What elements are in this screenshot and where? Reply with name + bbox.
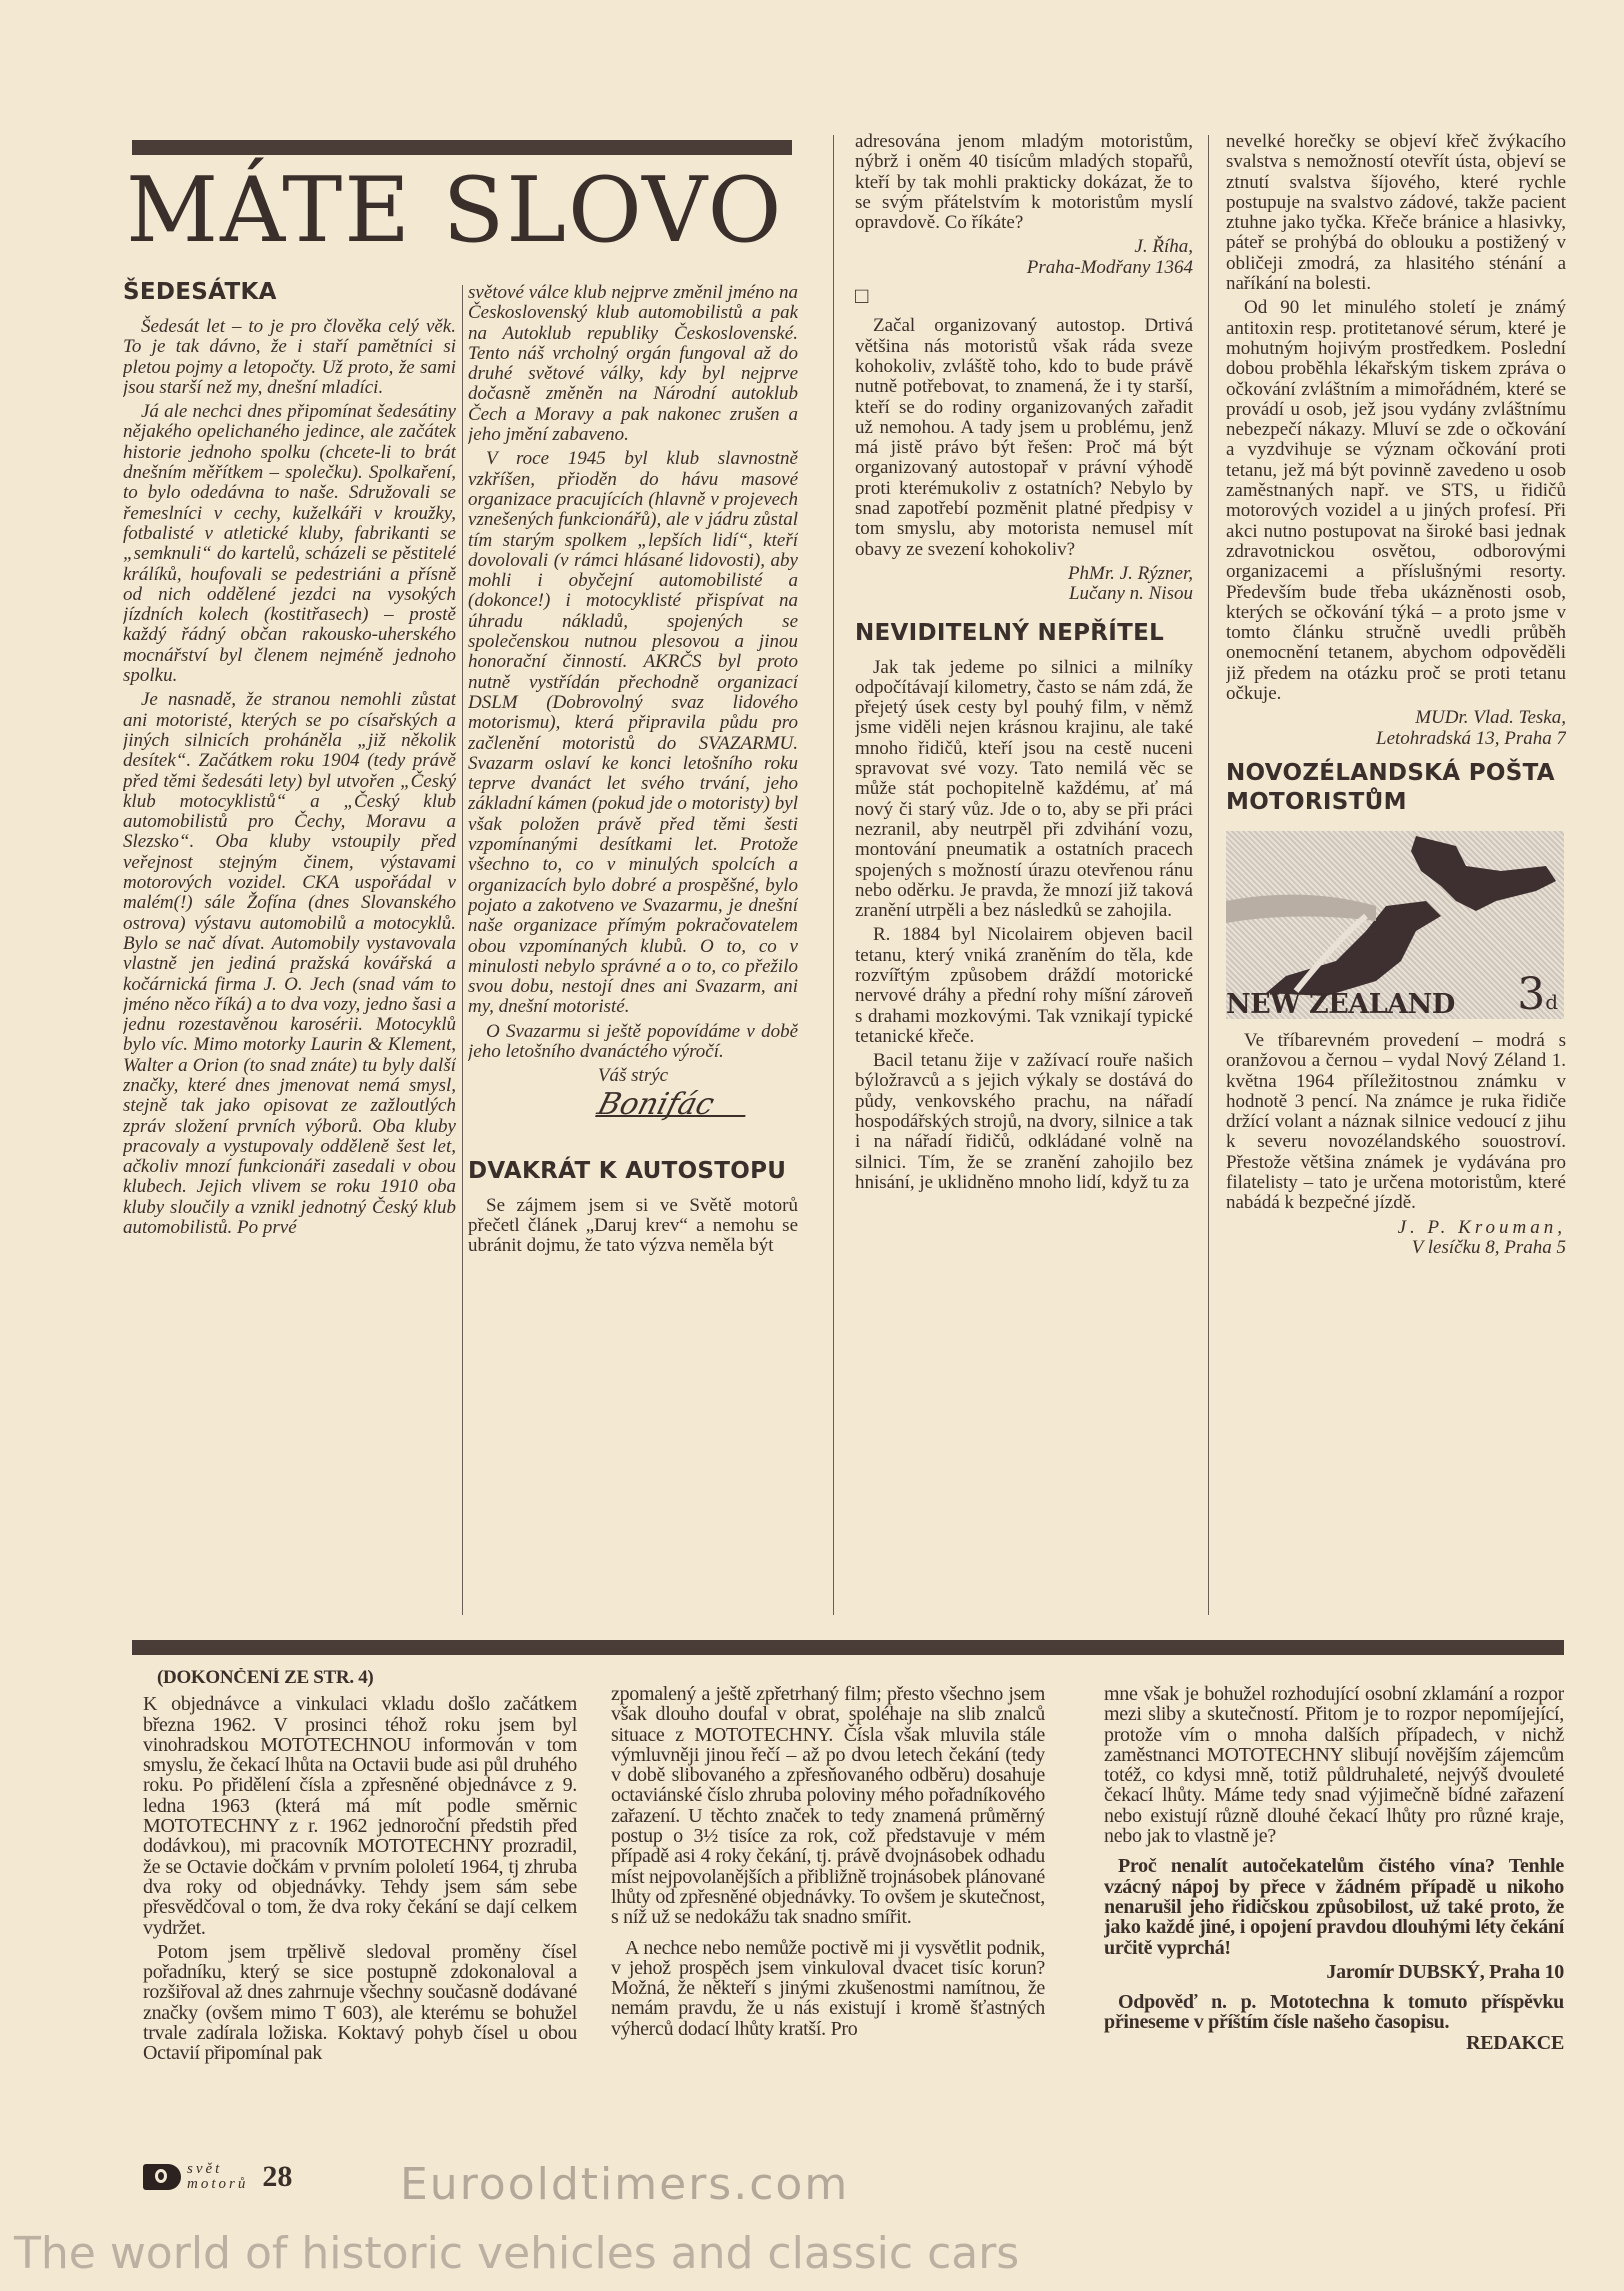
paragraph: Potom jsem trpělivě sledoval proměny čísel pořadníku, který se sice postupně zdokonaloval a rozšiřoval až dnes zahrnuje všechny současně dodávané značky (ovšem mimo T 603), ale kterému se bohužel trvale zadírala ložiska. Koktavý pohyb čísel u obou Octavií připomínal pak — [143, 1940, 577, 2065]
column-divider — [1208, 135, 1209, 1615]
top-rule — [132, 140, 792, 155]
article-heading: NOVOZÉLANDSKÁ POŠTA MOTORISTŮM — [1226, 759, 1555, 815]
continuation-col2 — [611, 1684, 1045, 2148]
article-column-3 — [855, 132, 1193, 1617]
paragraph: Od 90 let minulého století je známý antitoxin resp. protitetanové sérum, které je mohutným hojivým prostředkem. Poslední dobou proběhla lékařským tiskem zpráva o očkování zvláštním a mimořádném, které se provádí u osob, jež jsou vydány zvláštnímu nebezpečí nákazy. Mluví se zde o očkování a vyzdvihuje se význam očkování proti tetanu, jež má být povinně zavedeno u osob zaměstnaných např. ve STS, u řidičů motorových vozidel a u jiných profesí. Při akci nutno postupovat na široké basi jednak zdravotnickou osvětou, odborovými organizacemi a příslušnými resorty. Především bude třeba ukázněnosti osob, kterých se očkování týká – a proto jsme v tomto článku stručně uvedli průběh onemocnění tetanem, abychom odpověděli již předem na otázku proč se proti tetanu očkuje. — [1226, 297, 1566, 705]
signature: Jaromír DUBSKÝ, Praha 10 — [1326, 1960, 1564, 1983]
continuation-col3 — [1104, 1684, 1564, 2174]
article-heading: NEVIDITELNÝ NEPŘÍTEL — [855, 619, 1165, 646]
paragraph: nevelké horečky se objeví křeč žvýkacího svalstva s nemožností otevřít ústa, objeví se ztnutí svalstva šíjového, které rychle postupuje na svalstvo zádové, takže pacient ztuhne jako tyčka. Křeče bránice a hlasivky, páteř se prohýbá do oblouku a postižený v obličeji zmodrá, za hlasitého sténání a naříkání na bolesti. — [1226, 132, 1566, 295]
paragraph: mne však je bohužel rozhodující osobní zklamání a rozpor mezi sliby a skutečností. Přitom je to rozpor nepomíjející, protože vím o mnoha dalších případech, v nichž zaměstnanci MOTOTECHNY slibují novějším zájemcům totéž, co kdysi mně, totiž půldruhaleté, nejvýš dvouleté čekací lhůty. Máme tedy snad výjimečně bídné zařazení nebo existují různě dlouhé čekací lhůty pro různé kraje, nebo jak to vlastně je? — [1104, 1684, 1564, 1848]
page-number: 28 — [262, 2160, 293, 2193]
paragraph: Se zájmem jsem si ve Světě motorů přečetl článek „Daruj krev“ a nemohu se ubránit dojmu, že tato výzva neměla být — [468, 1194, 798, 1257]
article-heading: DVAKRÁT K AUTOSTOPU — [468, 1157, 787, 1184]
editor-note: Odpověď n. p. Mototechna k tomuto příspěvku přineseme v příštím čísle našeho časopisu. — [1104, 1991, 1564, 2034]
signature-image: Bonifác — [595, 1095, 751, 1117]
signature — [1226, 1218, 1566, 1259]
magazine-name: svět motorů — [187, 2161, 249, 2192]
watermark-site: Eurooldtimers.com — [400, 2159, 850, 2210]
paragraph: Šedesát let – to je pro člověka celý věk. To je tak dávno, že i staří pamětníci si pletou pojmy a letopočty. Už proto, že sami jsou starší než my, dnešní mladíci. — [123, 316, 456, 398]
signature-name: J. Říha, — [1134, 236, 1193, 258]
signature-place: Lučany n. Nisou — [1068, 583, 1193, 605]
paragraph: Já ale nechci dnes připomínat šedesátiny nějakého opelichaného jedince, ale začátek historie jednoho spolku (chcete-li to brát dnešním měřítkem – společku). Spolkaření, to bylo odedávna to naše. Sdružovali se řemeslníci v cechy, kuželkáři v kroužky, fotbalisté v atletické kluby, fabrikanti se „semknuli“ do kartelů, scházeli se pěstitelé králíků, houfovali se pedestriáni a přísně od nich oddělené jezdci na vysokých jízdních kolech (kostitřasech) – prostě každý řádný občan rakousko-uherského mocnářství byl členem nejméně jednoho spolku. — [123, 401, 456, 687]
paragraph: Jak tak jedeme po silnici a milníky odpočítávají kilometry, často se nám zdá, že přejetý úsek cesty byl pouhý film, v němž jsme viděli nejen krásnou krajinu, ale také mnoho řidičů, kteří jsou na cestě nuceni spravovat své vozy. Tato nemilá věc se může stát pochopitelně každému, ať má nový či starý vůz. Jde o to, aby se při práci nezranil, aby neutrpěl při zdvihání vozu, montování pneumatik a ostatních pracech spojených s možností úrazu otevřenou ránu nebo oděrku. Je pravda, že mnozí již taková zranění utrpěli a bez následků se zahojila. — [855, 656, 1193, 922]
page-title: MÁTE SLOVO — [126, 158, 784, 263]
paragraph: O Svazarmu si ještě popovídáme v době jeho letošního dvanáctého výročí. — [468, 1020, 798, 1062]
signature-place: V lesíčku 8, Praha 5 — [1411, 1236, 1566, 1258]
paragraph: A nechce nebo nemůže poctivě mi ji vysvětlit podnik, v jehož prospěch jsem vinkuloval dvacet tisíc korun? Možná, že někteří s jinými zkušenostmi namítnou, že nemám pravdu, že u nás existují i kromě šťastných výherců dodací lhůty kratší. Pro — [611, 1936, 1045, 2040]
signature-place: Praha-Modřany 1364 — [1026, 256, 1193, 278]
signature-name: PhMr. J. Rýzner, — [1067, 562, 1193, 584]
article-column-4 — [1226, 132, 1566, 1617]
signature-place: Letohradská 13, Praha 7 — [1376, 727, 1566, 749]
stamp-value: 3d — [1517, 968, 1558, 1019]
svet-motoru-logo-icon — [143, 2164, 181, 2190]
paragraph: V roce 1945 byl klub slavnostně vzkříšen, přioděn do hávu masové organizace pracujících (hlavně v projevech vznešených funkcionářů), ale v jádru zůstal tím starým spolkem „lepších lidí“, kteří dovolovali (v rámci hlásané lidovosti), aby mohli i obyčejní automobilisté a (dokonce!) i motocyklisté přispívat na úhradu nákladů, spojených se společenskou nutnou plesovou a jinou honorační činností. AKRČS byl proto nutně vystřídán přechodně organizací DSLM (Dobrovolný svaz lidového motorismu), která připravila půdu pro začlenění motoristů do SVAZARMU. Svazarm oslaví ke konci letošního roku teprve dvanáct let svého trvání, jeho základní kámen (pokud jde o motoristy) byl však položen právě před těmi šesti vzpomínanými desítkami let. Protože všechno to, co v minulých spolcích a organizacích bylo dobré a prospěšné, bylo pojato a zakotveno ve Svazarmu, je dnešní naše organizace přímým pokračovatelem obou vzpomínaných klubů. O to, co v minulosti nebylo správné a o to, co přežilo svou dobu, nestojí dnes ani Svazarm, ani my, dnešní motoristé. — [468, 448, 798, 1018]
signature — [855, 237, 1193, 278]
column-divider — [462, 285, 463, 1615]
paragraph: Je nasnadě, že stranou nemohli zůstat ani motoristé, kterých se po císařských a jiných silnicích proháněla „již několik desítek“. Začátkem roku 1904 (tedy právě před těmi šedesáti lety) byl utvořen „Český klub motocyklistů“ a „Český klub automobilistů pro Čechy, Moravu a Slezsko“. Oba kluby vstoupily před veřejnost stejným činem, výstavami motorových vozidel. CKA uspořádal v malém(!) sále Žofína (dnes Slovanského ostrova) výstavu automobilů a motocyklů. Bylo se nač dívat. Automobily vystavovala vlastně jen jediná pražská kovářská a kočárnická firma J. O. Jech (snad vám to jméno něco říká) a to dva vozy, jedno šasi a jednu rozestavěnou karosérii. Motocyklů bylo víc. Mimo motorky Laurin & Klement, Walter a Orion (to snad znáte) tu byly další značky, které dnes jmenovat nemá smysl, stejně tak jako opisovat ze zažloutlých zpráv složení prvních výborů. Oba kluby pracovaly a vystupovaly odděleně šest let, ačkoliv mnozí funkcionáři zasedali v obou klubech. Jejich vlivem se roku 1910 oba kluby sloučily a vznikl jednotný Český klub automobilistů. Po prvé — [123, 689, 456, 1239]
editor-signature: REDAKCE — [1466, 2031, 1564, 2054]
paragraph: Ve tříbarevném provedení – modrá s oranžovou a černou – vydal Nový Zéland 1. května 1964 příležitostnou známku v hodnotě 3 pencí. Na známce je ruka řidiče držící volant a náznak silnice vedoucí z jihu k severu novozélandského souostroví. Přestože většina známek je vydávána pro filatelisty – tato je určena motoristům, které nabádá k bezpečné jízdě. — [1226, 1029, 1566, 1214]
paragraph: adresována jenom mladým motoristům, nýbrž i oněm 40 tisícům mladých stopařů, kteří by tak mohli prakticky dokázat, že to se svým přátelstvím k motoristům myslí opravdově. Co říkáte? — [855, 132, 1193, 234]
paragraph: Bacil tetanu žije v zažívací rouře našich býložravců a s jejich výkaly se dostává do půdy, venkovského prachu, na nářadí hospodářských strojů, na dvory, silnice a tak i na nářadí řidičů, odkládané volně na silnici. Tím, že se zranění zahojilo bez hnisání, je uklidněno mnoho lidí, když tu za — [855, 1050, 1193, 1193]
new-zealand-stamp-image — [1226, 831, 1564, 1019]
article-heading: ŠEDESÁTKA — [123, 279, 277, 305]
article-sedesatka-col1 — [123, 272, 456, 1617]
continuation-heading: (DOKONČENÍ ZE STR. 4) — [157, 1668, 374, 1688]
signature — [855, 564, 1193, 605]
paragraph: zpomalený a ještě zpřetrhaný film; přesto všechno jsem však dlouho doufal v obrat, spoléhaje na slib znalců situace z MOTOTECHNY. Čísla však mluvila stále výmluvněji jinou řečí – až po dvou letech čekání (tedy v době slibovaného a zpřesňovaného odběru) dosahuje octaviánské číslo zhruba poloviny mého pořadníkového zařazení. U těchto značek to tedy znamená průměrný postup o 3½ tisíce za rok, což představuje v mém případě asi 4 roky čekání, tj. právě dvojnásobek odhadu míst nejpovolanějších a přibližně trojnásobek plánované lhůty od zpřesněné objednávky. To ovšem je skutečnost, s níž už se nedokážu tak snadno smířit. — [611, 1684, 1045, 1929]
footer-logo — [143, 2160, 292, 2194]
paragraph: Začal organizovaný autostop. Drtivá většina nás motoristů však ráda sveze kohokoliv, zvláště toho, kdo to bude právě nutně potřebovat, to znamená, že i ty starší, kteří se do rodiny organizovaných zařadit už nemohou. A tady jsem u problému, jenž má jistě právo být řešen: Proč má být organizovaný autostopař v právní výhodě proti kterémukoliv z ostatních? Nebylo by snad zapotřebí pozměnit platné předpisy v tom smyslu, aby motorista nemusel mít obavy ze svezení kohokoliv? — [855, 315, 1193, 560]
paragraph: K objednávce a vinkulaci vkladu došlo začátkem března 1962. V prosinci téhož roku jsem byl vinohradskou MOTOTECHNOU informován v tom smyslu, že čekací lhůta na Octavii bude asi půl druhého roku. Po přidělení čísla a zpřesněné objednávce z 9. ledna 1963 (která má mít podle směrnic MOTOTECHNY z r. 1962 jednoroční předstih před dodávkou), mi pracovník MOTOTECHNY prozradil, že se Octavie dočkám v prvním pololetí 1964, tj zhruba dva roky od objednávky. Tehdy jsem sám sebe přesvědčoval o tom, že dva roky čekání se dají celkem vydržet. — [143, 1693, 577, 1939]
signature — [1226, 708, 1566, 749]
paragraph: světové válce klub nejprve změnil jméno na Československý klub automobilistů a pak na Autoklub republiky Československé. Tento náš vrcholný orgán fungoval až do druhé světové války, kdy byl nejprve dočasně změněn na Národní autoklub Čech a Moravy a pak nakonec zrušen a jeho jmění zabaveno. — [468, 283, 798, 446]
closing: Váš strýc — [597, 1065, 669, 1087]
signature-name: MUDr. Vlad. Teska, — [1415, 707, 1566, 729]
article-sedesatka-col2 — [468, 283, 798, 1618]
column-divider — [833, 135, 834, 1615]
section-divider: □ — [855, 283, 869, 309]
paragraph: R. 1884 byl Nicolairem objeven bacil tetanu, který vniká zraněním do těla, kde rozvířtým způsobem dráždí motorické nervové dráhy a přední rohy míšní zároveň s drahami mozkovými. Tak vznikají typické tetanické křeče. — [855, 924, 1193, 1047]
bold-appeal: Proč nenalít autočekatelům čistého vína? Tenhle vzácný nápoj by přece v žádném případě u nikoho nenarušil jeho řidičskou způsobilost, už také proto, že jako každé jiné, i opojení pravdou dlouhými léty čekání určitě vyprchá! — [1104, 1855, 1564, 1959]
middle-rule — [132, 1640, 1564, 1655]
watermark-tagline: The world of historic vehicles and classic cars — [14, 2228, 1020, 2279]
signature-name: J. P. Krouman, — [1397, 1216, 1566, 1238]
stamp-country: NEW ZEALAND — [1226, 988, 1455, 1019]
continuation-col1 — [143, 1668, 577, 2148]
